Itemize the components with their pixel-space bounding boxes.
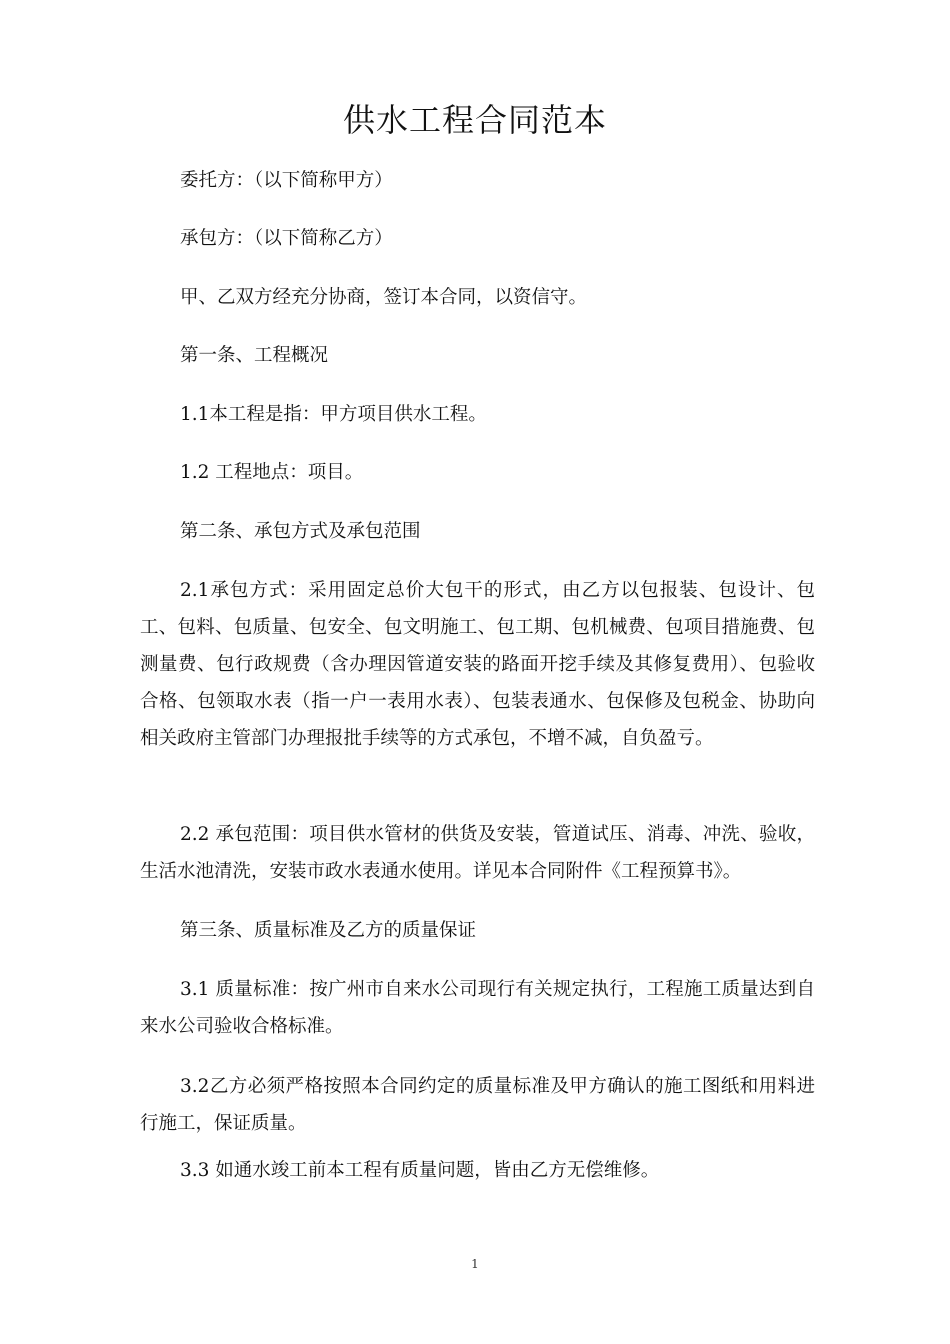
heading-article-3: 第三条、质量标准及乙方的质量保证 <box>180 920 477 941</box>
heading-article-1: 第一条、工程概况 <box>180 345 329 366</box>
paragraph-3-1: 3.1 质量标准：按广州市自来水公司现行有关规定执行，工程施工质量达到自来水公司验收合格标准。 <box>140 979 815 1037</box>
paragraph-2-1: 2.1承包方式：采用固定总价大包干的形式，由乙方以包报装、包设计、包工、包料、包质量、包安全、包文明施工、包工期、包机械费、包项目措施费、包测量费、包行政规费（含办理因管道安装的路面开挖手续及其修复费用）、包验收合格、包领取水表（指一户一表用水表）、包装表通水、包保修及包税金、协助向相关政府主管部门办理报批手续等的方式承包，不增不减，自负盈亏。 <box>140 580 815 749</box>
paragraph-1-1: 1.1本工程是指：甲方项目供水工程。 <box>180 404 487 425</box>
heading-article-2: 第二条、承包方式及承包范围 <box>180 521 421 542</box>
paragraph-2-2: 2.2 承包范围：项目供水管材的供货及安装，管道试压、消毒、冲洗、验收，生活水池清洗，安装市政水表通水使用。详见本合同附件《工程预算书》。 <box>140 824 815 882</box>
paragraph-3-2: 3.2乙方必须严格按照本合同约定的质量标准及甲方确认的施工图纸和用料进行施工，保证质量。 <box>140 1076 815 1134</box>
paragraph-contractor: 承包方：（以下简称乙方） <box>180 228 393 249</box>
paragraph-agreement: 甲、乙双方经充分协商，签订本合同，以资信守。 <box>180 287 588 308</box>
paragraph-client: 委托方：（以下简称甲方） <box>180 170 393 191</box>
paragraph-1-2: 1.2 工程地点：项目。 <box>180 462 364 483</box>
page-number: 1 <box>471 1257 479 1271</box>
paragraph-3-3: 3.3 如通水竣工前本工程有质量问题，皆由乙方无偿维修。 <box>180 1160 660 1181</box>
document-title: 供水工程合同范本 <box>342 101 607 139</box>
